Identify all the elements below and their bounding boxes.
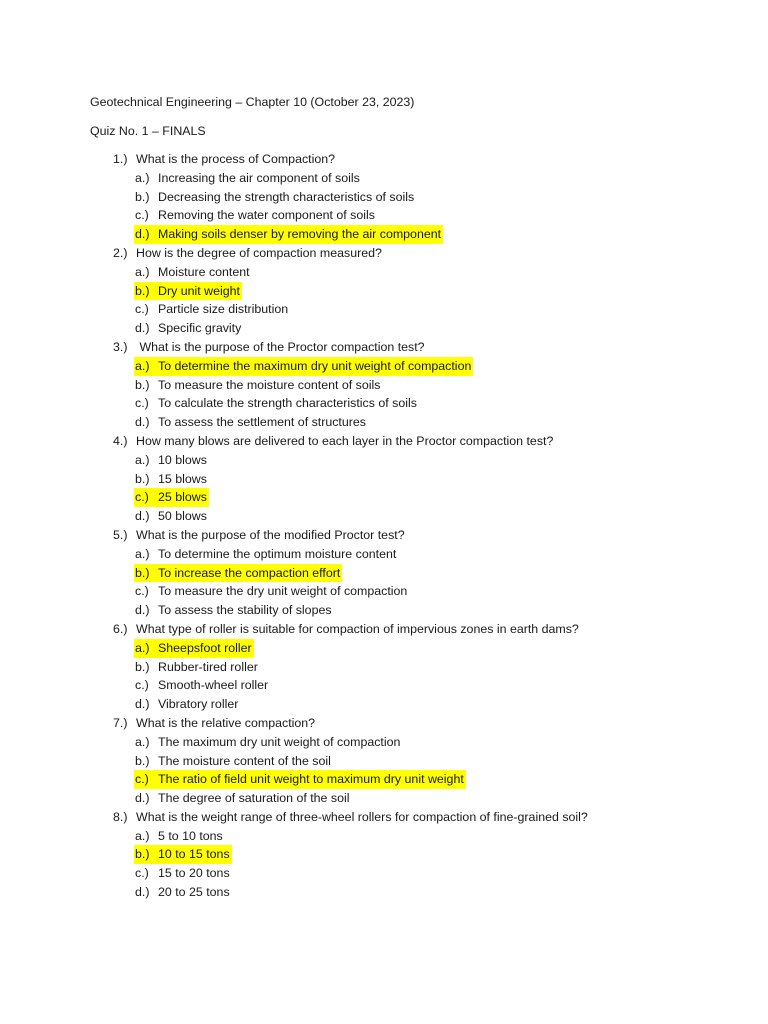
option-letter: c.) [135,396,149,411]
option-row [0,470,768,489]
option-row [0,263,768,282]
question-text: How many blows are delivered to each layer in the Proctor compaction test? [136,433,554,448]
option-text: To increase the compaction effort [158,565,341,580]
option-letter: b.) [135,659,150,674]
option-row [0,282,768,301]
option-text: To assess the settlement of structures [158,415,366,430]
question-number: 7.) [113,715,128,730]
option-wrapper [134,394,419,413]
option-wrapper [134,206,377,225]
option-row [0,300,768,319]
question-8 [0,808,768,902]
answer-highlight [134,639,254,658]
question-number: 2.) [113,245,128,260]
option-text: 15 to 20 tons [158,866,230,881]
option-row [0,827,768,846]
answer-highlight [134,488,209,507]
option-text: Dry unit weight [158,283,240,298]
option-text: The ratio of field unit weight to maximum dry unit weight [158,772,464,787]
option-letter: c.) [135,208,149,223]
option-letter: d.) [135,791,150,806]
option-row [0,770,768,789]
option-row [0,639,768,658]
option-row [0,225,768,244]
option-text: Increasing the air component of soils [158,170,360,185]
question-number: 4.) [113,433,128,448]
option-letter: a.) [135,546,150,561]
option-letter: a.) [135,264,150,279]
answer-highlight [134,770,466,789]
option-row [0,451,768,470]
option-row [0,582,768,601]
answer-highlight [134,282,242,301]
option-letter: c.) [135,772,149,787]
question-row [0,244,768,263]
question-row [0,620,768,639]
question-row [0,808,768,827]
option-letter: d.) [135,415,150,430]
option-row [0,169,768,188]
question-3 [0,338,768,432]
option-letter: d.) [135,227,150,242]
option-text: Smooth-wheel roller [158,678,269,693]
option-wrapper [134,676,270,695]
option-text: 10 blows [158,452,207,467]
question-text: What type of roller is suitable for compaction of impervious zones in earth dams? [136,621,579,636]
question-row [0,526,768,545]
option-wrapper [134,733,402,752]
option-wrapper [134,263,252,282]
quiz-title: Quiz No. 1 – FINALS [90,124,206,138]
option-wrapper [134,470,209,489]
option-row [0,845,768,864]
option-text: 10 to 15 tons [158,847,230,862]
option-text: To measure the dry unit weight of compaction [158,584,408,599]
option-letter: c.) [135,302,149,317]
option-letter: c.) [135,866,149,881]
option-wrapper [134,601,334,620]
option-text: To determine the maximum dry unit weight of compaction [158,358,472,373]
option-wrapper [134,658,260,677]
option-letter: c.) [135,584,149,599]
question-5 [0,526,768,620]
question-7 [0,714,768,808]
option-text: The maximum dry unit weight of compaction [158,734,401,749]
option-wrapper [134,582,409,601]
question-6 [0,620,768,714]
option-row [0,394,768,413]
option-letter: b.) [135,377,150,392]
option-letter: d.) [135,509,150,524]
document-title: Geotechnical Engineering – Chapter 10 (October 23, 2023) [90,95,415,109]
option-wrapper [134,752,333,771]
option-row [0,376,768,395]
option-wrapper [134,451,209,470]
answer-highlight [134,564,342,583]
option-row [0,752,768,771]
option-text: Rubber-tired roller [158,659,258,674]
option-text: 20 to 25 tons [158,885,230,900]
option-row [0,488,768,507]
option-text: To calculate the strength characteristics of soils [158,396,417,411]
option-row [0,564,768,583]
option-wrapper [134,864,232,883]
question-number: 5.) [113,527,128,542]
option-text: Decreasing the strength characteristics of soils [158,189,415,204]
option-row [0,883,768,902]
option-row [0,601,768,620]
question-1 [0,150,768,244]
option-row [0,545,768,564]
option-wrapper [134,413,368,432]
option-text: To determine the optimum moisture content [158,546,397,561]
option-row [0,676,768,695]
question-list [0,150,768,902]
option-letter: c.) [135,490,149,505]
option-letter: b.) [135,189,150,204]
option-wrapper [134,507,209,526]
option-wrapper [134,545,398,564]
answer-highlight [134,357,473,376]
option-wrapper [134,169,362,188]
answer-highlight [134,225,443,244]
question-text: What is the relative compaction? [136,715,316,730]
question-text: What is the weight range of three-wheel rollers for compaction of fine-grained soil? [136,809,588,824]
option-row [0,695,768,714]
option-wrapper [134,827,225,846]
option-letter: a.) [135,358,150,373]
option-text: The degree of saturation of the soil [158,791,350,806]
option-wrapper [134,695,240,714]
option-text: To measure the moisture content of soils [158,377,381,392]
option-text: 50 blows [158,509,207,524]
option-letter: d.) [135,697,150,712]
option-letter: b.) [135,753,150,768]
option-letter: a.) [135,828,150,843]
question-number: 1.) [113,152,128,166]
option-text: Making soils denser by removing the air component [158,227,442,242]
option-text: 25 blows [158,490,207,505]
option-letter: a.) [135,452,150,467]
option-letter: a.) [135,170,150,185]
option-text: 5 to 10 tons [158,828,223,843]
option-letter: b.) [135,565,150,580]
question-row [0,338,768,357]
question-text: How is the degree of compaction measured? [136,245,382,260]
option-text: Vibratory roller [158,697,239,712]
option-text: 15 blows [158,471,207,486]
option-row [0,658,768,677]
question-row [0,714,768,733]
option-letter: c.) [135,678,149,693]
question-text: What is the purpose of the Proctor compaction test? [136,339,425,354]
option-letter: a.) [135,640,150,655]
question-text: What is the purpose of the modified Proctor test? [136,527,405,542]
question-number: 8.) [113,809,128,824]
option-wrapper [134,188,416,207]
option-letter: d.) [135,885,150,900]
option-row [0,789,768,808]
option-letter: d.) [135,321,150,336]
question-row [0,432,768,451]
option-wrapper [134,883,232,902]
option-text: To assess the stability of slopes [158,603,332,618]
option-row [0,319,768,338]
option-wrapper [134,300,290,319]
question-4 [0,432,768,526]
option-text: Sheepsfoot roller [158,640,252,655]
option-letter: b.) [135,471,150,486]
option-row [0,733,768,752]
option-wrapper [134,376,382,395]
question-text: What is the process of Compaction? [136,152,336,166]
option-letter: b.) [135,847,150,862]
question-row [0,150,768,169]
answer-highlight [134,845,232,864]
option-row [0,188,768,207]
option-row [0,864,768,883]
question-2 [0,244,768,338]
option-text: The moisture content of the soil [158,753,331,768]
option-wrapper [134,319,243,338]
option-text: Removing the water component of soils [158,208,375,223]
option-text: Particle size distribution [158,302,289,317]
option-text: Moisture content [158,264,250,279]
option-row [0,507,768,526]
option-letter: d.) [135,603,150,618]
option-row [0,357,768,376]
option-row [0,206,768,225]
option-letter: b.) [135,283,150,298]
option-wrapper [134,789,352,808]
option-letter: a.) [135,734,150,749]
question-number: 3.) [113,339,128,354]
question-number: 6.) [113,621,128,636]
option-row [0,413,768,432]
option-text: Specific gravity [158,321,242,336]
